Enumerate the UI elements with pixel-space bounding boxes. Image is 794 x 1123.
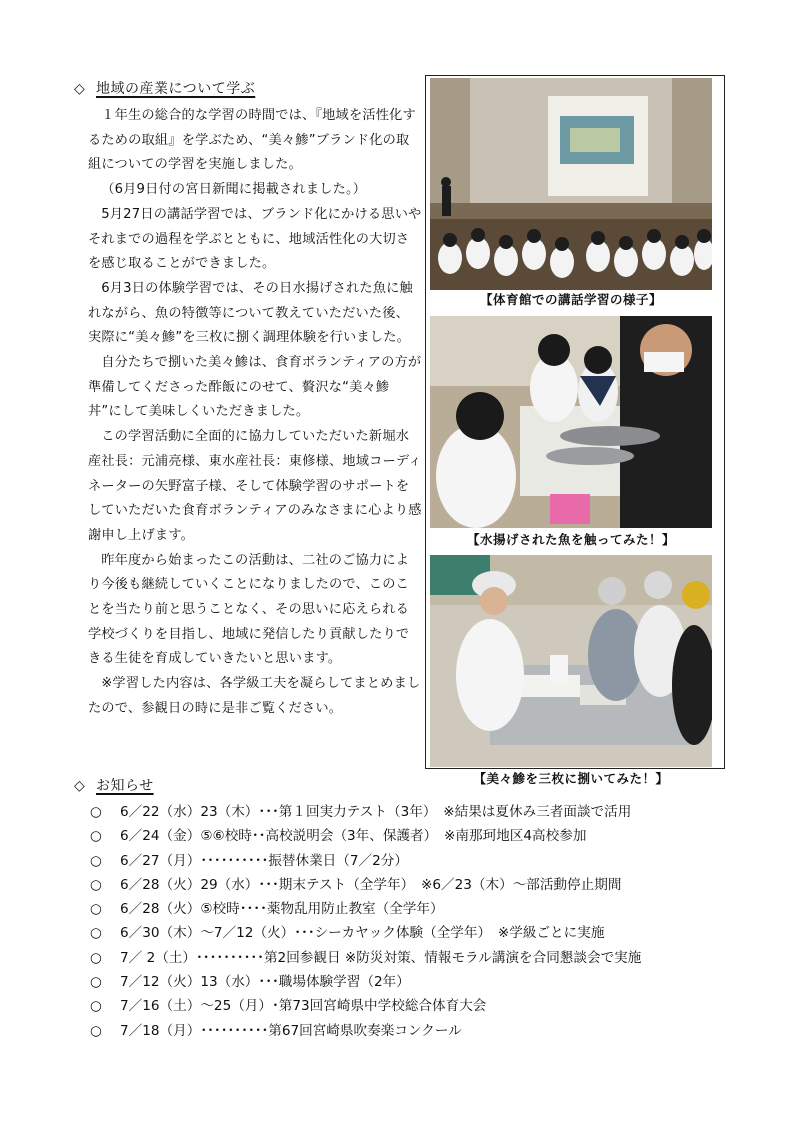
paragraph: 自分たちで捌いた美々鯵は、食育ボランティアの方が準備してくださった酢飯にのせて、贅沢な“美々鯵丼”にして美味しくいただきました。 (88, 355, 422, 420)
paragraph: 5月27日の講話学習では、ブランド化にかける思いやそれまでの過程を学ぶとともに、地域活性化の大切さを感じ取ることができました。 (88, 206, 422, 272)
paragraph: １年生の総合的な学習の時間では、『地域を活性化するための取組』を学ぶため、“美々鯵”ブランド化の取組についての学習を実施しました。 (88, 108, 416, 173)
notice-text: 7／16（土）～25（月）･第73回宮崎県中学校総合体育大会 (120, 998, 487, 1015)
photo-gym-lecture (430, 78, 712, 290)
list-item (90, 970, 641, 994)
notice-text: 7／ 2（土）･･････････第2回参観日 ※防災対策、情報モラル講演を合同懇談会で実施 (120, 949, 642, 966)
notice-list (90, 800, 641, 1043)
paragraph: 昨年度から始まったこの活動は、二社のご協力により今後も継続していくことになりましたので、このことを当たり前と思うことなく、その思いに応えられる学校づくりを目指し、地域に発信したり貢献したりできる生徒を育成していきたいと思います。 (88, 552, 410, 667)
paragraph: （6月9日付の宮日新聞に掲載されました。） (101, 182, 367, 198)
article-body (88, 104, 422, 722)
photo-caption: 【体育館での講話学習の様子】 (479, 292, 662, 307)
list-item (90, 800, 641, 824)
section-title: 地域の産業について学ぶ (96, 81, 256, 97)
notice-text: 6／22（水）23（木）･･･第１回実力テスト（3年） ※結果は夏休み三者面談で活用 (120, 804, 632, 820)
diamond-icon: ◇ (74, 778, 86, 794)
circle-bullet-icon: ○ (90, 804, 102, 820)
notice-text: 7／12（火）13（水）･･･職場体験学習（2年） (120, 974, 410, 991)
circle-bullet-icon: ○ (90, 998, 102, 1015)
list-item (90, 946, 641, 970)
notice-text: 6／24（金）⑤⑥校時･･高校説明会（3年、保護者） ※南那珂地区4高校参加 (120, 828, 587, 845)
circle-bullet-icon: ○ (90, 828, 102, 845)
list-item (90, 921, 641, 945)
photo-touching-fish (430, 316, 712, 528)
list-item (90, 849, 641, 873)
paragraph: 6月3日の体験学習では、その日水揚げされた魚に触れながら、魚の特徴等について教えていただいた後、実際に“美々鯵”を三枚に捌く調理体験を行いました。 (88, 280, 413, 346)
circle-bullet-icon: ○ (90, 925, 102, 942)
section-heading-industry (74, 78, 255, 98)
diamond-icon: ◇ (74, 81, 86, 97)
notice-text: 6／28（火）29（水）･･･期末テスト（全学年） ※6／23（木）～部活動停止期間 (120, 876, 622, 893)
notice-text: 6／28（火）⑤校時････薬物乱用防止教室（全学年） (120, 901, 444, 918)
notice-text: 6／27（月）･･････････振替休業日（7／2分） (120, 852, 408, 869)
list-item (90, 1019, 641, 1043)
section-heading-notices (74, 775, 154, 795)
circle-bullet-icon: ○ (90, 1022, 102, 1039)
list-item (90, 824, 641, 848)
section-title: お知らせ (96, 778, 154, 794)
notice-text: 7／18（月）･･････････第67回宮崎県吹奏楽コンクール (120, 1022, 462, 1039)
paragraph: ※学習した内容は、各学級工夫を凝らしてまとめましたので、参観日の時に是非ご覧ください。 (88, 676, 421, 716)
circle-bullet-icon: ○ (90, 876, 102, 893)
photo-caption: 【美々鯵を三枚に捌いてみた！】 (473, 771, 669, 786)
list-item (90, 994, 641, 1018)
photo-caption: 【水揚げされた魚を触ってみた！】 (466, 532, 675, 547)
circle-bullet-icon: ○ (90, 949, 102, 966)
circle-bullet-icon: ○ (90, 974, 102, 991)
photo-filleting-fish (430, 555, 712, 767)
circle-bullet-icon: ○ (90, 901, 102, 918)
circle-bullet-icon: ○ (90, 852, 102, 869)
notice-text: 6／30（木）～7／12（火）･･･シーカヤック体験（全学年） ※学級ごとに実施 (120, 925, 605, 942)
list-item (90, 897, 641, 921)
paragraph: この学習活動に全面的に協力していただいた新堀水産社長：元浦亮様、東水産社長：東修様、地域コーディネーターの矢野富子様、そして体験学習のサポートをしていただいた食育ボランティアのみなさまに心より感謝申し上げます。 (88, 429, 422, 543)
list-item (90, 873, 641, 897)
